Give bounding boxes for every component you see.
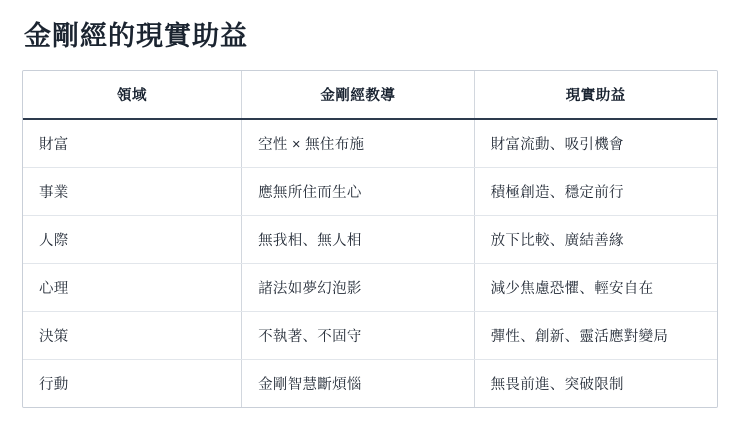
cell-domain: 人際: [23, 216, 242, 264]
column-header-teaching: 金剛經教導: [242, 71, 474, 119]
cell-benefit: 無畏前進、突破限制: [490, 377, 624, 394]
cell-teaching: 空性 × 無住布施: [242, 119, 474, 168]
table-row: [23, 216, 717, 264]
cell-benefit: 放下比較、廣結善緣: [474, 216, 717, 264]
table-body: [23, 119, 717, 407]
cell-teaching: 應無所住而生心: [242, 168, 474, 216]
cell-domain: 行動: [23, 360, 242, 408]
cell-teaching: 諸法如夢幻泡影: [242, 264, 474, 312]
table-row: [23, 119, 717, 168]
table-row: [23, 264, 717, 312]
cell-teaching: 不執著、不固守: [242, 312, 474, 360]
cell-benefit: 積極創造、穩定前行: [474, 168, 717, 216]
table-row: [23, 360, 717, 408]
cell-teaching: 無我相、無人相: [242, 216, 474, 264]
page-title: 金剛經的現實助益: [24, 21, 248, 51]
cell-benefit: 彈性、創新、靈活應對變局: [474, 312, 717, 360]
cell-domain: 決策: [23, 312, 242, 360]
column-header-domain: 領域: [23, 71, 242, 119]
cell-teaching: 金剛智慧斷煩惱: [242, 360, 474, 408]
cell-benefit: 減少焦慮恐懼、輕安自在: [474, 264, 717, 312]
cell-benefit: 財富流動、吸引機會: [474, 119, 717, 168]
cell-domain: 心理: [23, 264, 242, 312]
column-header-benefit: 現實助益: [474, 71, 717, 119]
table-row: [23, 168, 717, 216]
cell-domain: 事業: [23, 168, 242, 216]
benefit-table-container: [22, 70, 718, 408]
table-header-row: [23, 71, 717, 119]
table-row: [23, 312, 717, 360]
cell-domain: 財富: [23, 119, 242, 168]
table-header: [23, 71, 717, 119]
benefit-table: [23, 71, 717, 407]
